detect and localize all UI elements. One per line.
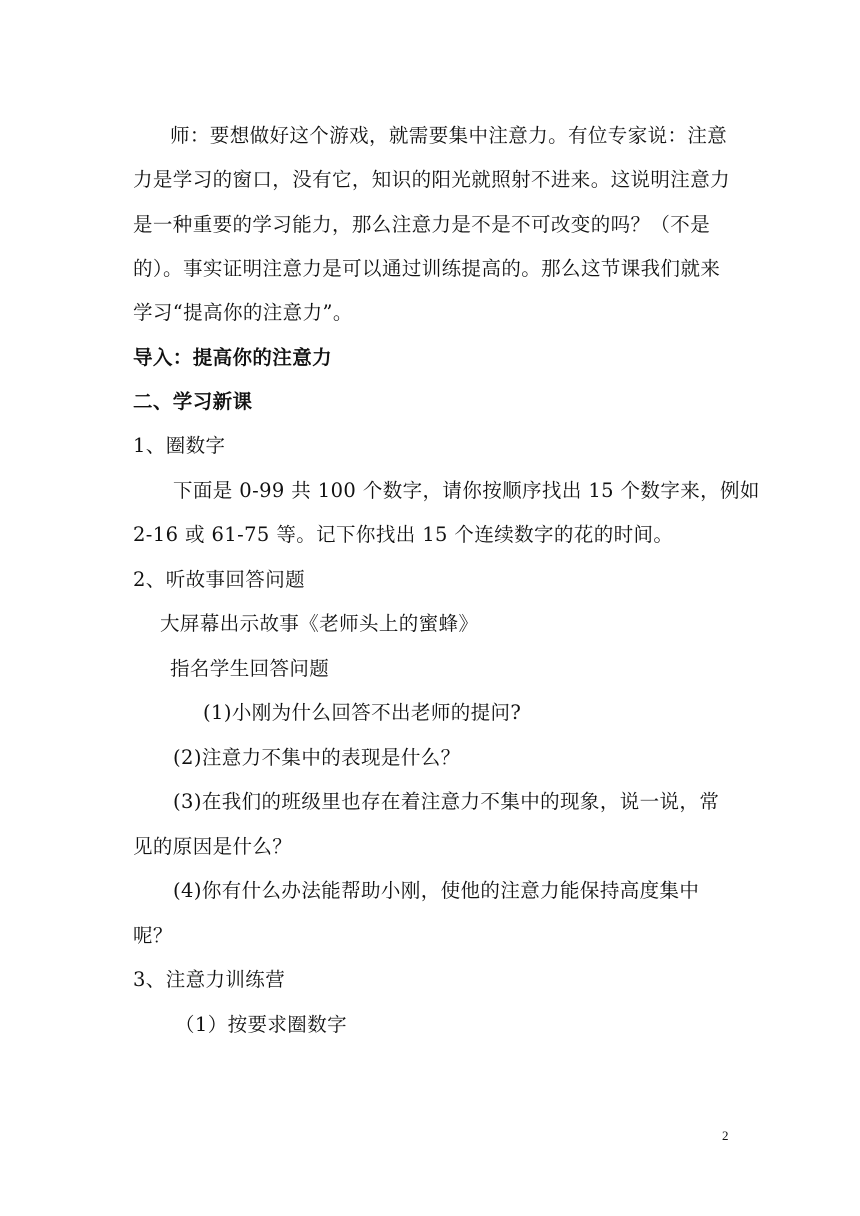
- item-text-line: 2-16 或 61-75 等。记下你找出 15 个连续数字的花的时间。: [133, 523, 674, 546]
- paragraph-line: 学习“提高你的注意力”。: [133, 301, 353, 324]
- item-text-line: 指名学生回答问题: [170, 657, 330, 680]
- section-heading: 二、学习新课: [133, 390, 253, 413]
- paragraph-line: 的）。事实证明注意力是可以通过训练提高的。那么这节课我们就来: [133, 257, 721, 280]
- paragraph-line: 是一种重要的学习能力，那么注意力是不是不可改变的吗？（不是: [133, 213, 711, 236]
- question-line: (4)你有什么办法能帮助小刚，使他的注意力能保持高度集中: [173, 879, 700, 902]
- item-title: 1、圈数字: [133, 434, 226, 457]
- item-title: 2、听故事回答问题: [133, 568, 306, 591]
- item-title: 3、注意力训练营: [133, 968, 286, 991]
- paragraph-line: 师：要想做好这个游戏，就需要集中注意力。有位专家说：注意: [170, 124, 728, 147]
- page-number: 2: [722, 1128, 729, 1143]
- item-text-line: （1）按要求圈数字: [175, 1013, 348, 1036]
- question-line: 呢？: [133, 924, 173, 947]
- question-line: (3)在我们的班级里也存在着注意力不集中的现象，说一说，常: [173, 790, 720, 813]
- paragraph-line: 力是学习的窗口，没有它，知识的阳光就照射不进来。这说明注意力: [133, 168, 731, 191]
- item-text-line: 大屏幕出示故事《老师头上的蜜蜂》: [160, 612, 479, 635]
- question-line: 见的原因是什么？: [133, 835, 293, 858]
- question-line: (2)注意力不集中的表现是什么？: [173, 746, 461, 769]
- intro-heading: 导入：提高你的注意力: [133, 346, 333, 369]
- question-line: (1)小刚为什么回答不出老师的提问?: [203, 701, 522, 724]
- item-text-line: 下面是 0-99 共 100 个数字，请你按顺序找出 15 个数字来，例如: [173, 479, 760, 502]
